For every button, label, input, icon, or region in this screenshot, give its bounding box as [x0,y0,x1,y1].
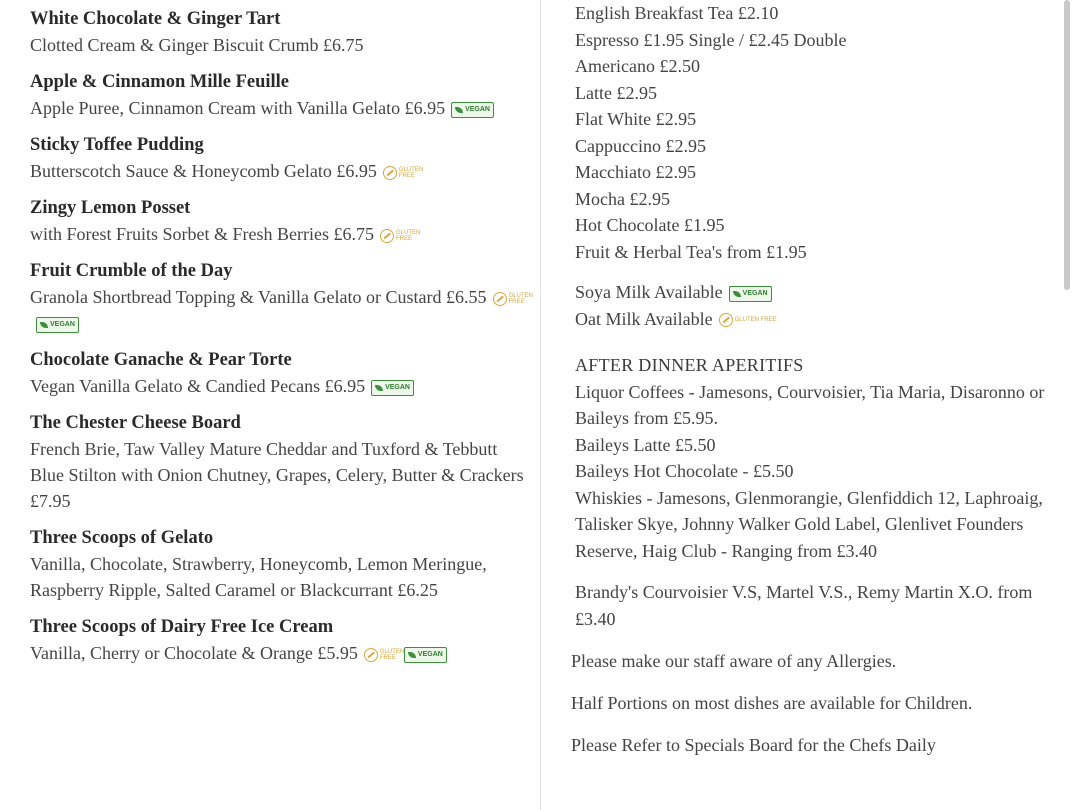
specials-note: Please Refer to Specials Board for the Chefs Daily [571,735,936,755]
dessert-desc-text: Apple Puree, Cinnamon Cream with Vanilla Gelato [30,98,401,118]
dessert-price: £5.95 [317,643,358,663]
drinks-column [571,0,1055,774]
dessert-price: £6.95 [404,98,446,118]
dessert-title: Chocolate Ganache & Pear Torte [30,350,292,370]
aperitifs-title: AFTER DINNER APERITIFS [575,355,804,375]
dessert-item [30,347,530,399]
allergy-note: Please make our staff aware of any Allergies. [571,651,897,671]
dessert-item [30,525,530,603]
dessert-desc-text: Clotted Cream & Ginger Biscuit Crumb [30,35,319,55]
drink-item: Latte £2.95 [575,82,657,103]
aperitif-baileys-latte: Baileys Latte £5.50 [575,434,716,455]
dessert-title: Sticky Toffee Pudding [30,135,204,155]
dessert-item [30,6,530,58]
dessert-desc-text: Vanilla, Cherry or Chocolate & Orange [30,643,313,663]
dessert-title: The Chester Cheese Board [30,413,241,433]
drink-item: Mocha £2.95 [575,188,670,209]
scrollbar[interactable] [1064,0,1070,290]
dessert-item [30,258,533,336]
dessert-description [30,373,530,399]
dessert-price: £6.55 [446,287,487,307]
column-divider [540,0,541,810]
dessert-title: Fruit Crumble of the Day [30,261,233,281]
dessert-price: £6.25 [397,580,438,600]
dessert-desc-text: with Forest Fruits Sorbet & Fresh Berries [30,224,329,244]
dessert-description [30,551,530,603]
drink-item: Americano £2.50 [575,56,700,76]
milk-options [575,279,1055,332]
aperitif-baileys-hot-chocolate: Baileys Hot Chocolate - £5.50 [575,461,794,481]
dessert-desc-text: Vanilla, Chocolate, Strawberry, Honeycomb, Lemon Meringue, Raspberry Ripple, Salted Caramel or Blackcurrant [30,554,487,600]
dessert-desc-text: Vegan Vanilla Gelato & Candied Pecans [30,376,321,396]
dessert-description [30,436,530,514]
dessert-desc-text: Butterscotch Sauce & Honeycomb Gelato [30,161,332,181]
drink-item: English Breakfast Tea £2.10 [575,3,779,23]
dessert-price: £6.75 [322,35,364,55]
gluten-free-icon: GLUTEN FREE [493,292,527,306]
milk-label: Soya Milk Available [575,282,723,302]
aperitif-liquor-coffees: Liquor Coffees - Jamesons, Courvoisier, Tia Maria, Disaronno or Baileys from £5.95. [575,381,1045,428]
dessert-price: £6.95 [336,161,377,181]
dessert-title: Three Scoops of Dairy Free Ice Cream [30,617,334,637]
milk-item [575,306,1055,333]
milk-label: Oat Milk Available [575,308,713,329]
dessert-title: Apple & Cinnamon Mille Feuille [30,72,289,92]
dessert-item [30,410,530,514]
vegan-icon: VEGAN [729,286,772,302]
dessert-price: £6.95 [324,376,366,396]
drink-item: Hot Chocolate £1.95 [575,215,725,235]
gluten-free-icon: GLUTEN FREE [380,229,414,243]
dessert-item [30,195,530,247]
dessert-title: Zingy Lemon Posset [30,198,191,218]
gluten-free-icon: GLUTEN FREE [383,166,417,180]
vegan-icon: VEGAN [36,317,79,333]
aperitif-brandy: Brandy's Courvoisier V.S, Martel V.S., Remy Martin X.O. from £3.40 [575,582,1033,629]
milk-item [575,279,1055,306]
dessert-item [30,132,530,184]
vegan-icon: VEGAN [451,102,494,118]
dessert-description [30,95,530,121]
dessert-desc-text: French Brie, Taw Valley Mature Cheddar and Tuxford & Tebbutt Blue Stilton with Onion Chutney, Grapes, Celery, Butter & Crackers [30,439,524,485]
drink-item: Cappuccino £2.95 [575,135,706,156]
dessert-description [30,640,530,666]
drink-item: Fruit & Herbal Tea's from £1.95 [575,241,807,262]
drink-item: Flat White £2.95 [575,109,697,129]
dessert-description [30,32,530,58]
dessert-item [30,614,530,666]
drink-item: Macchiato £2.95 [575,162,696,182]
dessert-title: White Chocolate & Ginger Tart [30,9,281,29]
aperitif-whiskies: Whiskies - Jamesons, Glenmorangie, Glenfiddich 12, Laphroaig, Talisker Skye, Johnny Walker Gold Label, Glenlivet Founders Reserve, Haig Club - Ranging from £3.40 [575,487,1043,561]
vegan-icon: VEGAN [404,647,447,663]
dessert-description [30,158,530,184]
dessert-price: £6.75 [333,224,374,244]
dessert-title: Three Scoops of Gelato [30,528,214,548]
dessert-description [30,284,533,336]
dessert-desc-text: Granola Shortbread Topping & Vanilla Gelato or Custard [30,287,442,307]
vegan-icon: VEGAN [371,380,414,396]
gluten-free-icon: GLUTEN FREE [719,313,753,327]
drink-item: Espresso £1.95 Single / £2.45 Double [575,29,847,50]
dessert-description [30,221,530,247]
children-note: Half Portions on most dishes are available for Children. [571,693,973,713]
desserts-column [30,6,533,677]
gluten-free-icon: GLUTEN FREE [364,648,398,662]
hot-drinks-list [575,0,1055,265]
dessert-price: £7.95 [30,491,71,511]
dessert-item [30,69,530,121]
